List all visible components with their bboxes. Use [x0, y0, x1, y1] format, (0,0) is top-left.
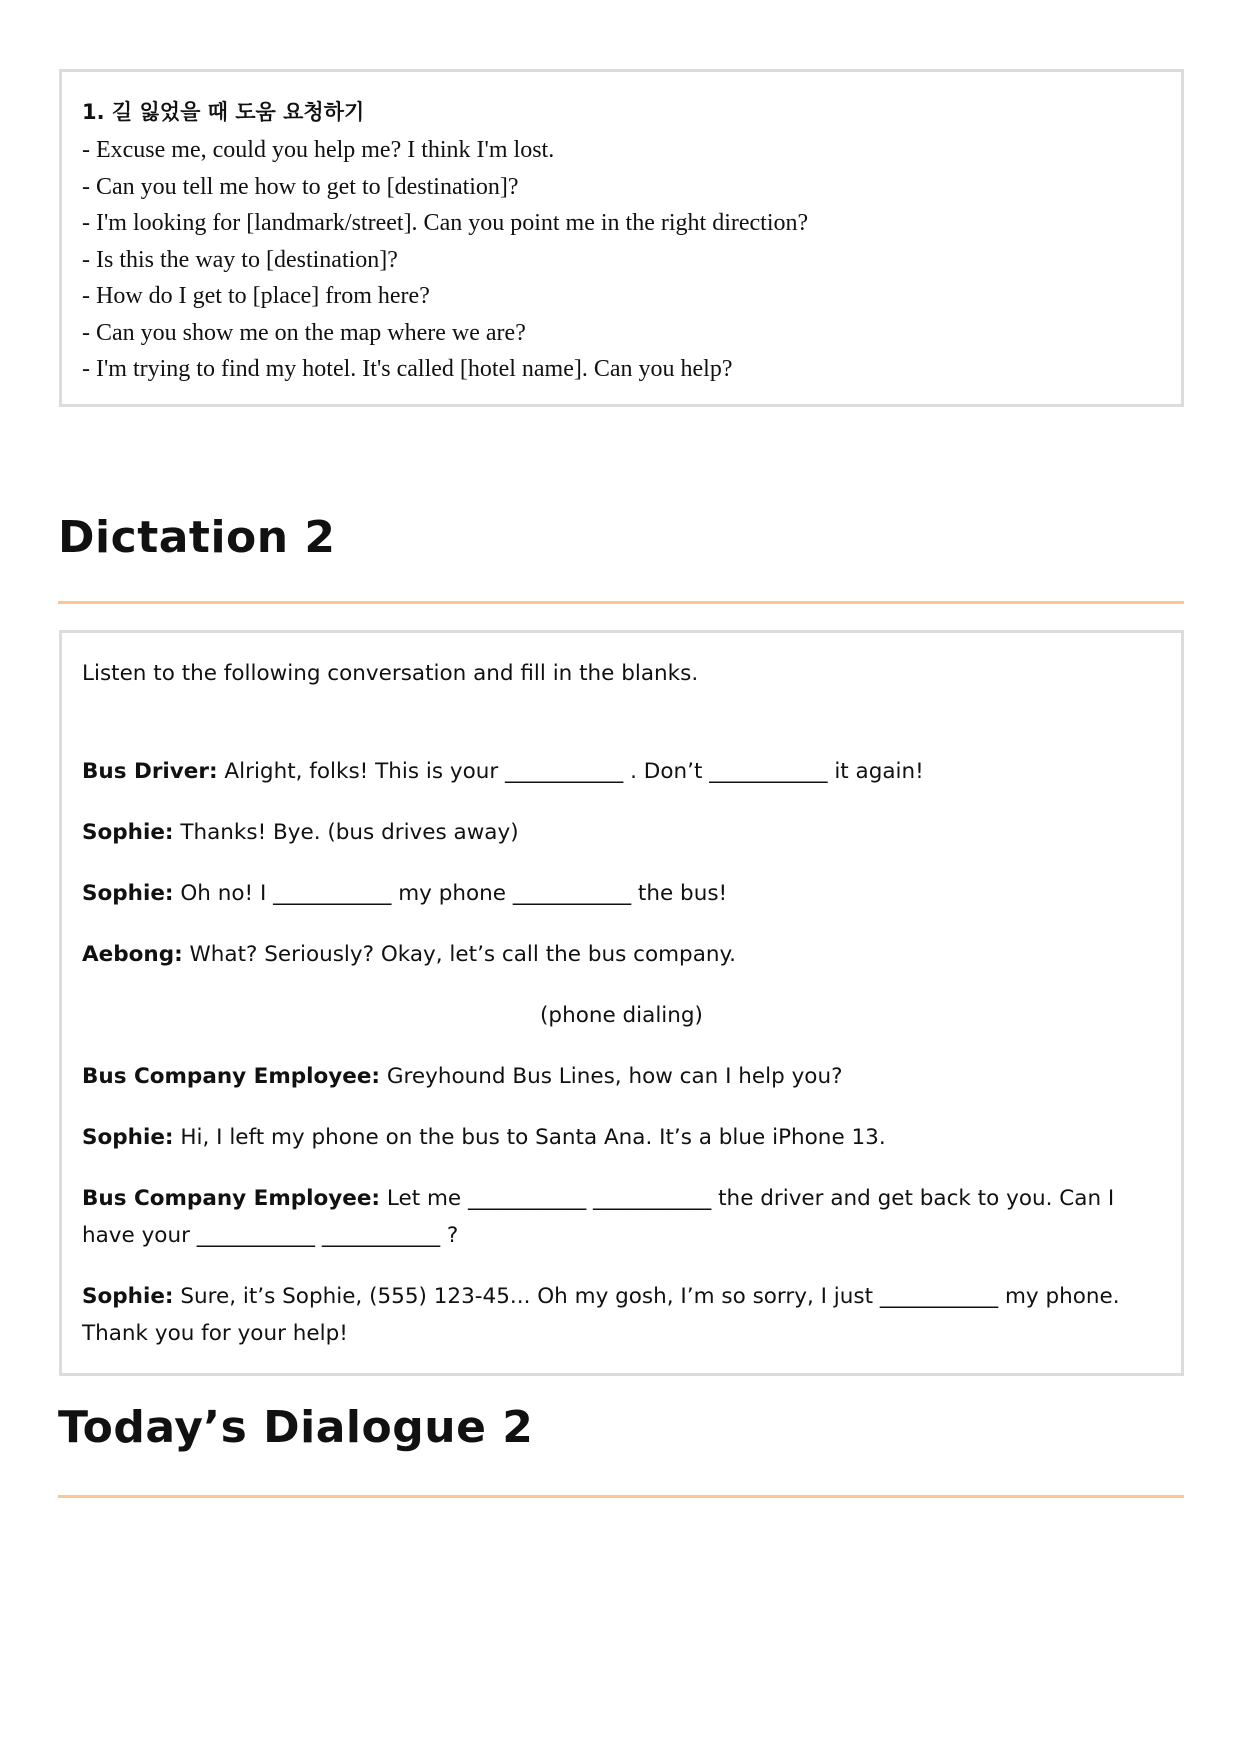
line-text: Oh no! I ___________ my phone ___________ the bus! [173, 881, 728, 906]
phrases-box [59, 69, 1184, 407]
speaker: Sophie: [82, 881, 174, 906]
speaker: Bus Driver: [82, 759, 218, 784]
line-text: Hi, I left my phone on the bus to Santa Ana. It’s a blue iPhone 13. [173, 1125, 886, 1150]
line-text: Let me ___________ ___________ the driver and get back to you. Can I have your ___________ ___________ ? [82, 1186, 1115, 1248]
line-text: (phone dialing) [540, 1003, 703, 1028]
todays-dialogue-heading: Today’s Dialogue 2 [58, 1402, 534, 1453]
dictation-heading: Dictation 2 [58, 512, 336, 563]
phrase-line: - I'm trying to find my hotel. It's called [hotel name]. Can you help? [82, 356, 733, 382]
instruction: Listen to the following conversation and fill in the blanks. [82, 661, 699, 686]
line-text: Greyhound Bus Lines, how can I help you? [380, 1064, 843, 1089]
speaker: Sophie: [82, 820, 174, 845]
dialogue-line [82, 814, 1161, 851]
dialogue-line [82, 936, 1161, 973]
dialogue-line [82, 875, 1161, 912]
phrase-line: - Excuse me, could you help me? I think I'm lost. [82, 137, 555, 163]
dialogue-line [82, 1119, 1161, 1156]
phrase-line: - Can you tell me how to get to [destination]? [82, 173, 519, 200]
dialogue-line [82, 753, 1161, 790]
speaker: Sophie: [82, 1125, 174, 1150]
line-text: Thanks! Bye. (bus drives away) [173, 820, 519, 845]
speaker: Aebong: [82, 942, 183, 967]
dialogue-line [82, 1180, 1161, 1254]
dictation-box [59, 630, 1184, 1376]
phrase-line: - I'm looking for [landmark/street]. Can you point me in the right direction? [82, 210, 809, 236]
line-text: Sure, it’s Sophie, (555) 123-45... Oh my gosh, I’m so sorry, I just ___________ my phone. Thank you for your help! [82, 1284, 1120, 1346]
stage-direction [82, 997, 1161, 1034]
phrases-title: 1. 길 잃었을 때 도움 요청하기 [82, 100, 365, 124]
phrase-line: - Is this the way to [destination]? [82, 246, 398, 273]
line-text: Alright, folks! This is your ___________ . Don’t ___________ it again! [217, 759, 924, 784]
dialogue-line [82, 1278, 1161, 1352]
section-divider [58, 1495, 1184, 1498]
phrase-line: - Can you show me on the map where we are? [82, 319, 526, 346]
dialogue-line [82, 1058, 1161, 1095]
line-text: What? Seriously? Okay, let’s call the bus company. [182, 942, 736, 967]
section-divider [58, 601, 1184, 604]
speaker: Bus Company Employee: [82, 1064, 381, 1089]
phrase-line: - How do I get to [place] from here? [82, 283, 430, 309]
speaker: Bus Company Employee: [82, 1186, 381, 1211]
speaker: Sophie: [82, 1284, 174, 1309]
